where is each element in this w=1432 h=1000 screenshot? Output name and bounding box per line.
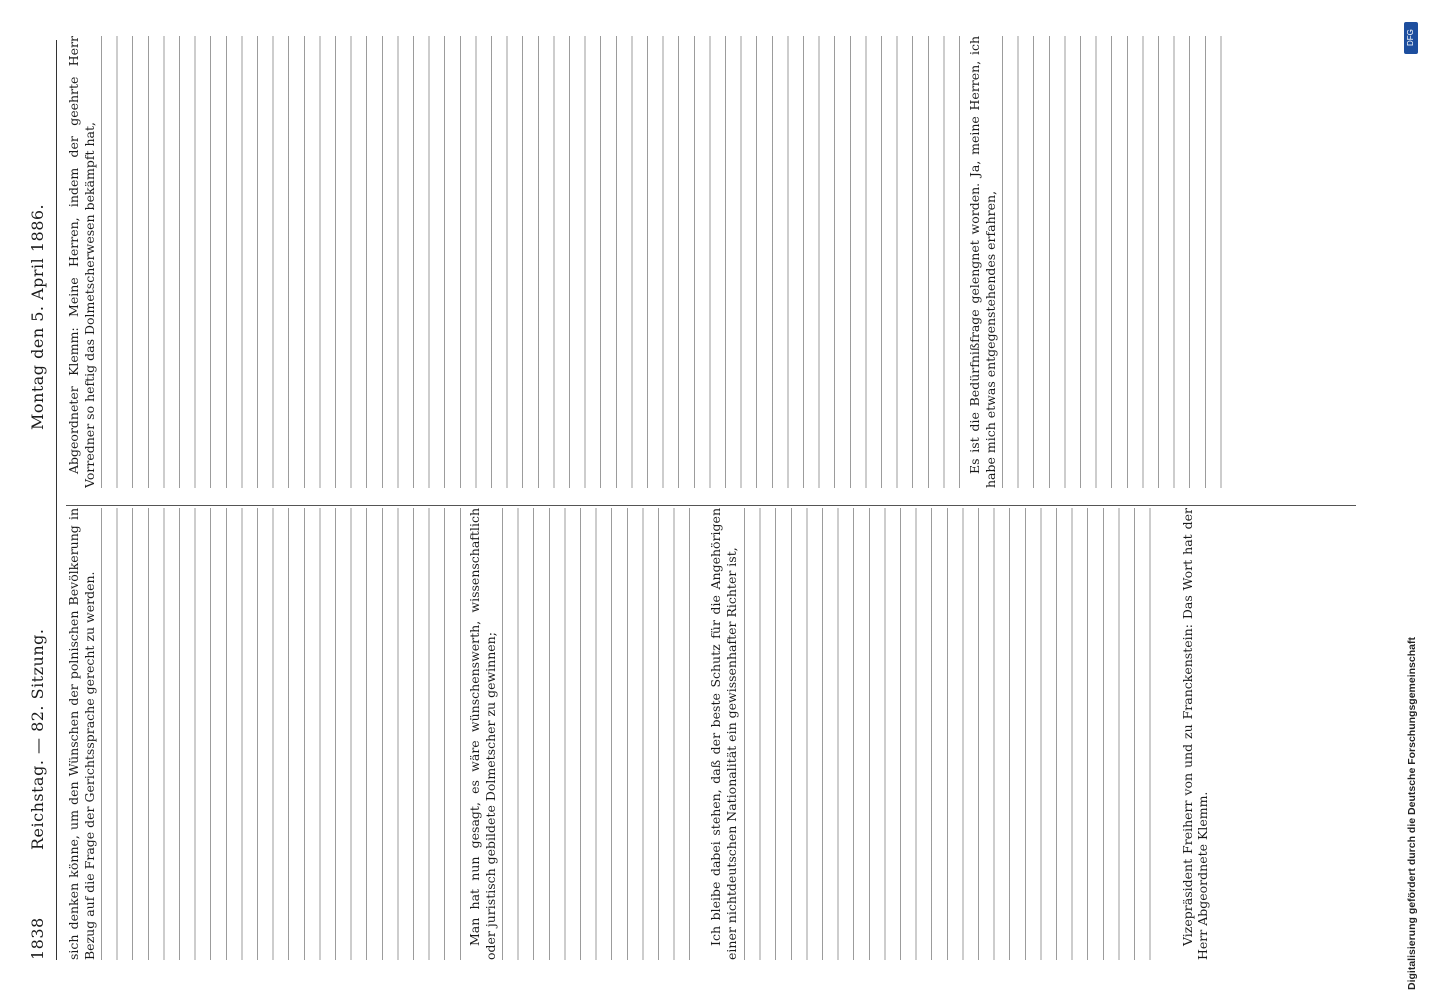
left-paragraph-1-lines [101,508,461,960]
left-paragraph-3-lines [744,508,1164,960]
left-column [66,508,1356,960]
left-paragraph-2: Man hat nun gesagt, es wäre wünschenswerth, wissenschaftlich oder juristisch gebildete Dolmetscher zu gewinnen; [467,508,498,960]
right-paragraph-1: Abgeordneter Klemm: Meine Herren, indem der geehrte Herr Vorredner so heftig das Dolmetscherwesen bekämpft hat, [66,36,97,488]
left-paragraph-1: sich denken könne, um den Wünschen der polnischen Bevölkerung in Bezug auf die Frage der Gerichtssprache gerecht zu werden. [66,508,97,960]
session-date: Montag den 5. April 1886. [28,203,47,430]
header-rule [56,40,57,960]
right-paragraph-2-lines [1002,36,1232,488]
running-header [28,40,54,960]
digitization-credit-text: Digitalisierung gefördert durch die Deutsche Forschungsgemeinschaft [1406,637,1418,990]
right-paragraph-1-lines [101,36,961,488]
digitization-credit [1402,0,1426,1000]
left-paragraph-2-lines [502,508,702,960]
left-paragraph-3: Ich bleibe dabei stehen, daß der beste Schutz für die Angehörigen einer nichtdeutschen Nationalität ein gewissenhafter Richter ist, [708,508,739,960]
vice-president-line: Vizepräsident Freiherr von und zu Franckenstein: Das Wort hat der Herr Abgeordnete Klemm. [1179,508,1211,960]
page-number: 1838 [28,917,47,960]
session-title: Reichstag. — 82. Sitzung. [28,628,47,850]
right-paragraph-2: Es ist die Bedürfnißfrage gelengnet worden. Ja, meine Herren, ich habe mich etwas entgegenstehendes erfahren, [967,36,998,488]
right-column [66,36,1356,488]
column-divider [66,505,1356,506]
dfg-logo-icon: DFG [1404,22,1418,54]
